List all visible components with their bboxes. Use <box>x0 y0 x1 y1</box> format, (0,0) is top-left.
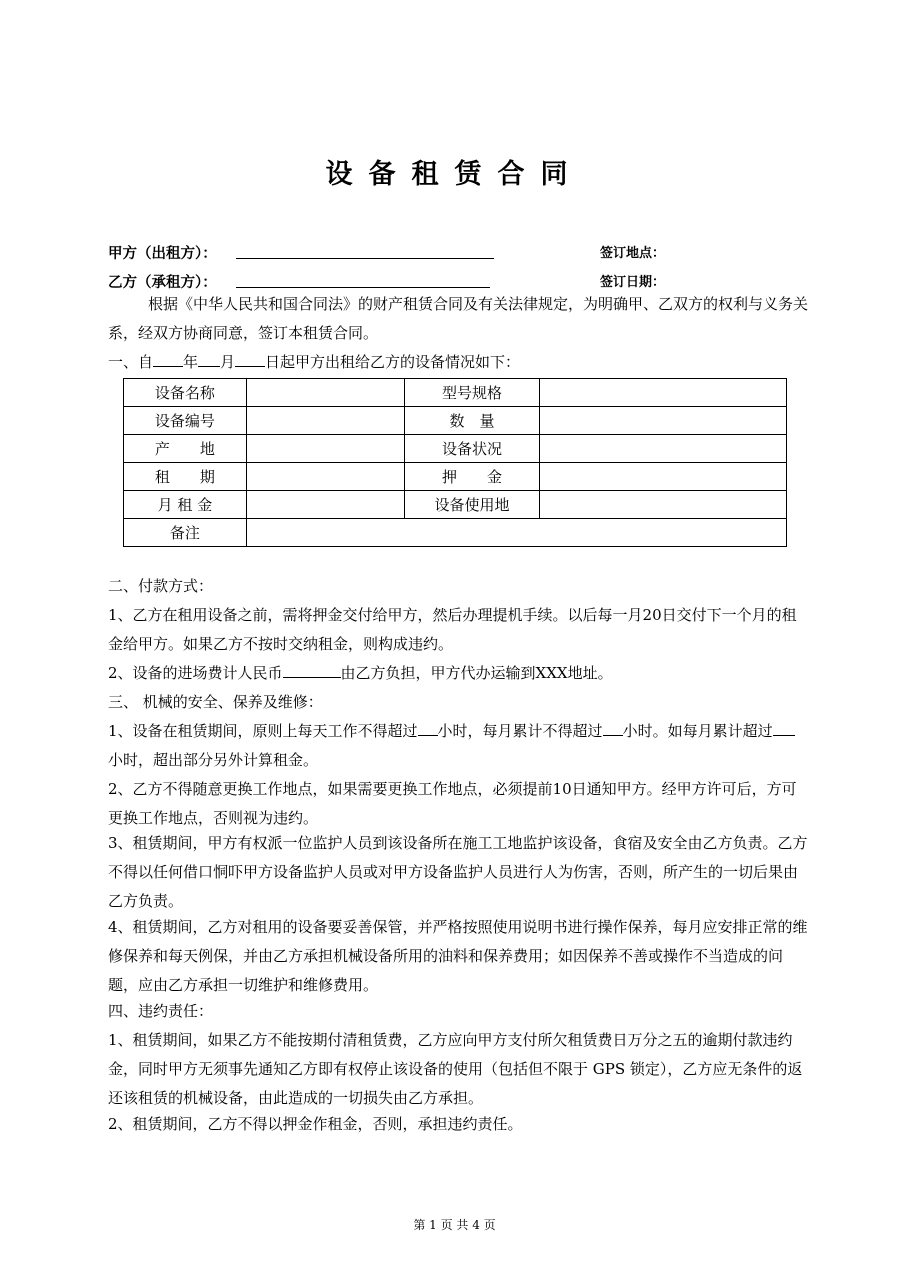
section-3-item-2: 2、乙方不得随意更换工作地点，如果需要更换工作地点，必须提前10日通知甲方。经甲方许可后，方可更换工作地点，否则视为违约。 <box>108 780 797 827</box>
table-cell-label: 租 期 <box>124 463 247 491</box>
intro-paragraph: 根据《中华人民共和国合同法》的财产租赁合同及有关法律规定，为明确甲、乙双方的权利与义务关系，经双方协商同意，签订本租赁合同。 <box>108 295 809 342</box>
sign-date-label: 签订日期： <box>600 275 666 290</box>
table-cell-label: 产 地 <box>124 435 247 463</box>
party-a-label: 甲方（出租方）： <box>108 246 217 262</box>
table-cell-value <box>540 435 787 463</box>
section-3-item-1-d: 小时，超出部分另外计算租金。 <box>108 751 319 769</box>
section-2-item-1: 1、乙方在租用设备之前，需将押金交付给甲方，然后办理提机手续。以后每一月20日交付下一个月的租金给甲方。如果乙方不按时交纳租金，则构成违约。 <box>108 606 797 653</box>
table-cell-value <box>540 491 787 519</box>
table-row <box>124 379 787 407</box>
table-row <box>124 407 787 435</box>
table-cell-value <box>540 379 787 407</box>
fee-blank <box>283 660 341 678</box>
day-blank <box>235 349 265 367</box>
table-cell-label: 数 量 <box>404 407 540 435</box>
section-3-heading: 三、 机械的安全、保养及维修： <box>108 693 323 711</box>
table-cell-value <box>540 407 787 435</box>
table-cell-label: 月 租 金 <box>124 491 247 519</box>
table-cell-value <box>246 463 404 491</box>
document-title: 设备租赁合同 <box>325 159 584 190</box>
table-cell-value <box>246 407 404 435</box>
table-cell-label: 型号规格 <box>404 379 540 407</box>
party-a-row <box>108 242 808 264</box>
section-3-item-1 <box>108 717 808 775</box>
page-footer: 第 1 页 共 4 页 <box>413 1218 496 1232</box>
remark-label: 备注 <box>124 519 247 547</box>
section-1-rest: 日起甲方出租给乙方的设备情况如下： <box>265 353 521 371</box>
table-cell-label: 设备名称 <box>124 379 247 407</box>
table-cell-value <box>540 463 787 491</box>
section-1-text: 一、自 <box>108 353 154 371</box>
table-cell-value <box>246 491 404 519</box>
table-cell-value <box>246 379 404 407</box>
section-2-item-2 <box>108 659 808 688</box>
section-2-heading: 二、付款方式： <box>108 577 214 595</box>
month-label: 月 <box>220 353 236 371</box>
table-row <box>124 491 787 519</box>
section-2-item-2-text-b: 由乙方负担，甲方代办运输到XXX地址。 <box>340 664 613 682</box>
year-blank <box>153 349 183 367</box>
month-blank <box>198 349 220 367</box>
section-4-item-1: 1、租赁期间，如果乙方不能按期付清租赁费，乙方应向甲方支付所欠租赁费日万分之五的逾期付款违约金，同时甲方无须事先通知乙方即有权停止该设备的使用（包括但不限于 GPS 锁定），乙方应无条件的返还该租赁的机械设备，由此造成的一切损失由乙方承担。 <box>108 1031 803 1107</box>
section-2-item-2-text-a: 2、设备的进场费计人民币 <box>108 664 283 682</box>
table-row <box>124 463 787 491</box>
section-3-item-1-b: 小时，每月累计不得超过 <box>437 722 603 740</box>
monthly-hours-blank <box>603 718 623 736</box>
party-b-blank <box>236 287 490 288</box>
section-4-heading: 四、违约责任： <box>108 1002 214 1020</box>
section-3-item-1-c: 小时。如每月累计超过 <box>622 722 773 740</box>
table-cell-label: 设备使用地 <box>404 491 540 519</box>
table-row-remark <box>124 519 787 547</box>
section-4-item-2: 2、租赁期间，乙方不得以押金作租金，否则，承担违约责任。 <box>108 1115 523 1133</box>
section-3-item-3: 3、租赁期间，甲方有权派一位监护人员到该设备所在施工工地监护该设备，食宿及安全由乙方负责。乙方不得以任何借口恫吓甲方设备监护人员或对甲方设备监护人员进行人为伤害，否则，所产生的一切后果由乙方负责。 <box>108 834 808 910</box>
table-row <box>124 435 787 463</box>
table-cell-label: 设备编号 <box>124 407 247 435</box>
section-1-heading <box>108 348 808 377</box>
section-3-item-4: 4、租赁期间，乙方对租用的设备要妥善保管，并严格按照使用说明书进行操作保养，每月应安排正常的维修保养和每天例保，并由乙方承担机械设备所用的油料和保养费用；如因保养不善或操作不当造成的问题，应由乙方承担一切维护和维修费用。 <box>108 918 808 994</box>
table-cell-value <box>246 435 404 463</box>
remark-value <box>246 519 786 547</box>
section-3-item-1-a: 1、设备在租赁期间，原则上每天工作不得超过 <box>108 722 418 740</box>
party-b-label: 乙方（承租方）： <box>108 275 217 291</box>
year-label: 年 <box>183 353 199 371</box>
sign-place-label: 签订地点： <box>600 246 666 261</box>
excess-hours-blank <box>773 718 795 736</box>
party-a-blank <box>236 258 494 259</box>
table-cell-label: 押 金 <box>404 463 540 491</box>
daily-hours-blank <box>418 718 438 736</box>
table-cell-label: 设备状况 <box>404 435 540 463</box>
equipment-table <box>123 378 787 547</box>
